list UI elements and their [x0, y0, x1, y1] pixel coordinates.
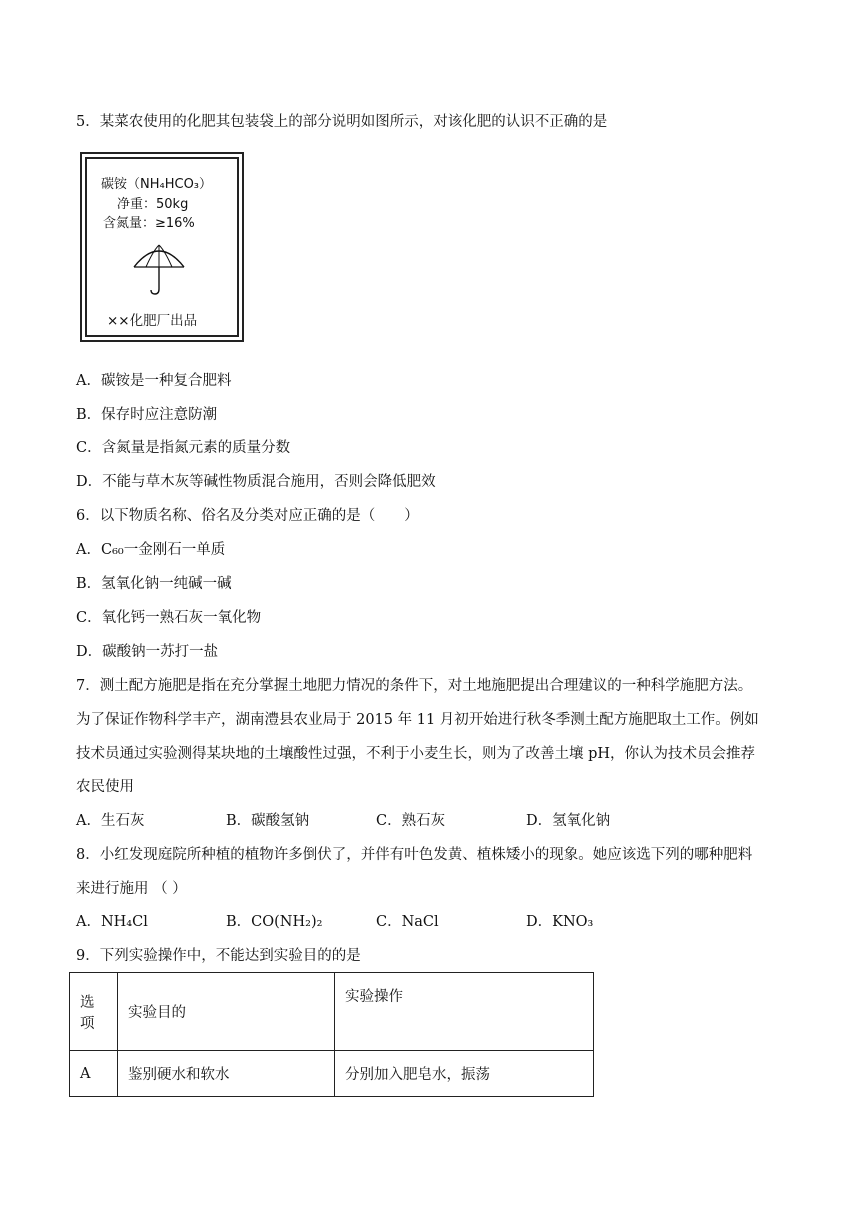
label-line-name: 碳铵（NH₄HCO₃）: [101, 177, 213, 192]
umbrella-icon: [129, 241, 189, 297]
q6-stem: 6．以下物质名称、俗名及分类对应正确的是（ ）: [76, 508, 419, 524]
table-cell-option: A: [70, 1051, 118, 1097]
q6-option-a: A．C₆₀一金刚石一单质: [76, 542, 226, 558]
label-line-weight: 净重：50kg: [117, 197, 189, 212]
q8-option-d: D．KNO₃: [526, 914, 594, 930]
label-line-maker: ××化肥厂出品: [107, 313, 198, 329]
table-header-option: 选项: [70, 973, 118, 1051]
q7-option-a: A．生石灰: [76, 813, 145, 829]
q8-option-a: A．NH₄Cl: [76, 914, 148, 930]
table-header-purpose: 实验目的: [118, 973, 335, 1051]
q5-option-b: B．保存时应注意防潮: [76, 407, 218, 423]
q7-stem-line-1: 7．测土配方施肥是指在充分掌握土地肥力情况的条件下，对土地施肥提出合理建议的一种科学施肥方法。: [76, 678, 753, 694]
fertilizer-label-inner: [85, 157, 239, 337]
q5-option-a: A．碳铵是一种复合肥料: [76, 373, 232, 389]
q9-stem: 9．下列实验操作中，不能达到实验目的的是: [76, 948, 361, 964]
table-cell-purpose: 鉴别硬水和软水: [118, 1051, 335, 1097]
q6-option-c: C．氧化钙一熟石灰一氧化物: [76, 610, 262, 626]
q7-option-c: C．熟石灰: [376, 813, 446, 829]
table-row: [70, 1051, 594, 1097]
q7-stem-line-2: 为了保证作物科学丰产，湖南澧县农业局于 2015 年 11 月初开始进行秋冬季测土配方施肥取土工作。例如: [76, 712, 759, 728]
table-header-operation: 实验操作: [335, 973, 594, 1051]
q5-option-d: D．不能与草木灰等碱性物质混合施用，否则会降低肥效: [76, 474, 436, 490]
q7-option-b: B．碳酸氢钠: [226, 813, 310, 829]
q8-option-c: C．NaCl: [376, 914, 439, 930]
experiment-table: [69, 972, 594, 1097]
table-header-row: [70, 973, 594, 1051]
q7-stem-line-3: 技术员通过实验测得某块地的土壤酸性过强，不利于小麦生长，则为了改善土壤 pH，你认为技术员会推荐: [76, 746, 756, 762]
fertilizer-label-figure: [80, 152, 244, 342]
q6-option-d: D．碳酸钠一苏打一盐: [76, 644, 219, 660]
q7-option-d: D．氢氧化钠: [526, 813, 611, 829]
q5-option-c: C．含氮量是指氮元素的质量分数: [76, 440, 291, 456]
q7-options: [76, 811, 676, 831]
q7-stem-line-4: 农民使用: [76, 779, 134, 795]
label-line-nitrogen: 含氮量：≥16%: [103, 216, 195, 231]
q8-stem-line-2: 来进行施用 （ ）: [76, 881, 187, 897]
q6-option-b: B．氢氧化钠一纯碱一碱: [76, 576, 232, 592]
q8-option-b: B．CO(NH₂)₂: [226, 914, 323, 930]
q8-stem-line-1: 8．小红发现庭院所种植的植物许多倒伏了，并伴有叶色发黄、植株矮小的现象。她应该选下列的哪种肥料: [76, 847, 753, 863]
q8-options: [76, 912, 676, 932]
table-cell-operation: 分别加入肥皂水，振荡: [335, 1051, 594, 1097]
q5-stem: 5．某菜农使用的化肥其包装袋上的部分说明如图所示，对该化肥的认识不正确的是: [76, 114, 608, 130]
